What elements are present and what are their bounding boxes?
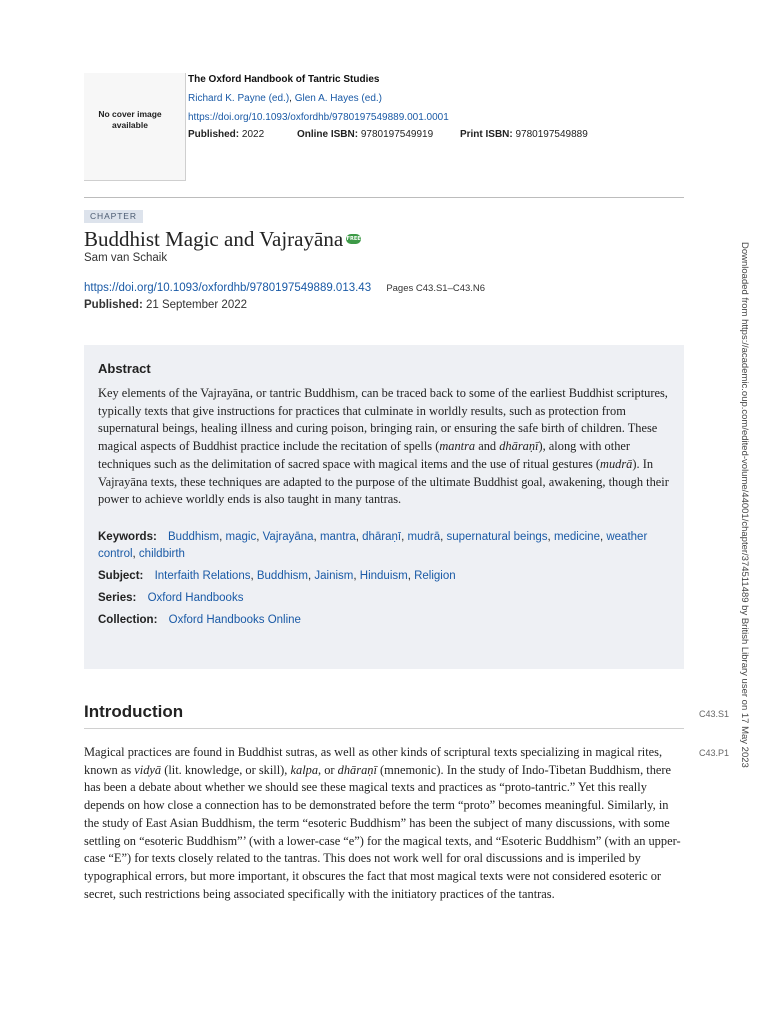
intro-text-part: Magical practices are found in Buddhist sutras, as well as other kinds of scriptural texts specializing in magical rites, known as <box>84 745 663 777</box>
book-publication-details <box>188 128 684 142</box>
introduction-divider <box>84 728 684 729</box>
series-link[interactable]: Oxford Handbooks <box>147 591 244 604</box>
subject-link[interactable]: Hinduism <box>359 569 408 582</box>
introduction-heading: Introduction <box>84 702 184 721</box>
abstract-box <box>84 345 684 669</box>
print-isbn-label: Print ISBN: <box>459 129 513 140</box>
chapter-author[interactable]: Sam van Schaik <box>84 252 168 264</box>
paragraph-marker: C43.P1 <box>699 748 730 758</box>
collection-label: Collection: <box>98 613 158 626</box>
editor-link[interactable]: Glen A. Hayes (ed.) <box>294 93 382 104</box>
intro-text-part: (mnemonic). In the study of Indo-Tibetan Buddhism, there has been a debate about whether we should see these magical texts and practices as “proto-tantric.” Yet this really depends on how close a connection has to be demonstrated before the term “proto” becomes meaningful. Similarly, in the study of East Asian Buddhism, the term “esoteric Buddhism” has been the subject of many discussions, with some settling on “esoteric Buddhism”’ (with a lower-case “e”) for the magical texts, and “Esoteric Buddhism” (with an upper-case “E”) for texts closely related to the tantras. This does not work well for oral discussions and is imperiled by typographical errors, but more important, it obscures the fact that most magical texts were not considered esoteric or secret, such restrictions being associated specifically with the initiatory practices of the tantras. <box>84 762 681 901</box>
chapter-published-label: Published: <box>84 299 143 311</box>
keyword-link[interactable]: childbirth <box>138 547 185 560</box>
editor-link[interactable]: Richard K. Payne (ed.) <box>188 93 290 104</box>
intro-term: vidyā <box>134 762 162 777</box>
abstract-term: mantra <box>439 439 476 454</box>
book-published-label: Published: <box>188 129 240 140</box>
chapter-pages: Pages C43.S1–C43.N6 <box>386 283 486 294</box>
abstract-text-part: Key elements of the Vajrayāna, or tantric Buddhism, can be traced back to some of the earliest Buddhist scriptures, typically texts that give instructions for practices that culminate in worldly results, such as protection from supernatural beings, healing illness and curing poison, bringing rain, or ensuring the safe birth of children. These magical aspects of Buddhist practice include the recitation of spells ( <box>98 386 668 454</box>
abstract-text-part: ), along with other techniques such as the delimitation of sacred space with magical items and the use of ritual gestures ( <box>98 439 631 471</box>
keyword-link[interactable]: Buddhism <box>168 530 220 543</box>
subject-link[interactable]: Religion <box>414 569 456 582</box>
keyword-link[interactable]: supernatural beings <box>446 530 548 543</box>
subject-link[interactable]: Jainism <box>314 569 354 582</box>
intro-text-part: (lit. knowledge, or skill), <box>161 762 291 777</box>
cover-placeholder-text: No cover image available <box>98 109 162 130</box>
book-header <box>84 73 684 185</box>
abstract-term: mudrā <box>600 456 633 471</box>
abstract-text-part: and <box>475 439 500 454</box>
header-divider <box>84 197 684 198</box>
subject-row: Subject: Interfaith Relations, Buddhism, Jainism, Hinduism, Religion <box>98 569 456 582</box>
chapter-doi-row <box>84 282 485 294</box>
chapter-title <box>84 226 361 252</box>
keyword-link[interactable]: weather control <box>98 530 648 560</box>
print-isbn: 9780197549889 <box>515 129 588 140</box>
collection-row <box>98 612 670 629</box>
keyword-link[interactable]: mudrā <box>407 530 441 543</box>
book-doi-row <box>188 111 684 125</box>
series-row <box>98 590 670 607</box>
intro-text-part: , or <box>318 762 338 777</box>
keyword-link[interactable]: dhāraṇī <box>362 530 402 543</box>
book-editors: Richard K. Payne (ed.), Glen A. Hayes (ed.) <box>188 93 382 104</box>
download-note: Downloaded from https://academic.oup.com/edited-volume/44001/chapter/374511489 by British Library user on 17 May 2023 <box>739 242 750 768</box>
abstract-text-part: ). In Vajrayāna texts, these techniques are adapted to the purpose of the ultimate Buddhist goal, awakening, though their power to achieve worldly ends is also taught in many tantras. <box>98 456 669 507</box>
introduction-paragraph <box>84 744 686 903</box>
online-isbn-label: Online ISBN: <box>296 129 359 140</box>
chapter-published <box>84 299 247 311</box>
keywords-label: Keywords: <box>98 530 157 543</box>
book-doi-link[interactable]: https://doi.org/10.1093/oxfordhb/9780197549889.001.0001 <box>188 112 449 123</box>
section-marker: C43.S1 <box>699 709 730 719</box>
chapter-title-text: Buddhist Magic and Vajrayāna <box>84 227 344 251</box>
keyword-link[interactable]: Vajrayāna <box>262 530 314 543</box>
chapter-doi-link[interactable]: https://doi.org/10.1093/oxfordhb/9780197549889.013.43 <box>84 282 372 294</box>
book-cover-placeholder <box>84 73 186 181</box>
collection-link[interactable]: Oxford Handbooks Online <box>168 613 301 626</box>
online-isbn: 9780197549919 <box>360 129 434 140</box>
keywords-row: Keywords: Buddhism, magic, Vajrayāna, mantra, dhāraṇī, mudrā, supernatural beings, medicine, weather control, childbirth <box>98 530 648 560</box>
free-access-icon: FREE <box>346 236 361 243</box>
intro-term: dhāraṇī <box>337 762 377 777</box>
book-title[interactable]: The Oxford Handbook of Tantric Studies <box>188 74 380 85</box>
subject-link[interactable]: Interfaith Relations <box>154 569 251 582</box>
chapter-published-date: 21 September 2022 <box>145 299 248 311</box>
abstract-term: dhāraṇī <box>499 439 539 454</box>
book-published-year: 2022 <box>241 129 265 140</box>
keyword-link[interactable]: mantra <box>319 530 356 543</box>
series-label: Series: <box>98 591 137 604</box>
intro-term: kalpa <box>290 762 319 777</box>
chapter-badge: CHAPTER <box>84 210 143 223</box>
keyword-link[interactable]: medicine <box>553 530 600 543</box>
abstract-text <box>98 385 670 509</box>
keyword-link[interactable]: magic <box>225 530 257 543</box>
subject-link[interactable]: Buddhism <box>256 569 308 582</box>
subject-label: Subject: <box>98 569 144 582</box>
book-info <box>188 73 684 142</box>
abstract-heading: Abstract <box>98 361 151 376</box>
